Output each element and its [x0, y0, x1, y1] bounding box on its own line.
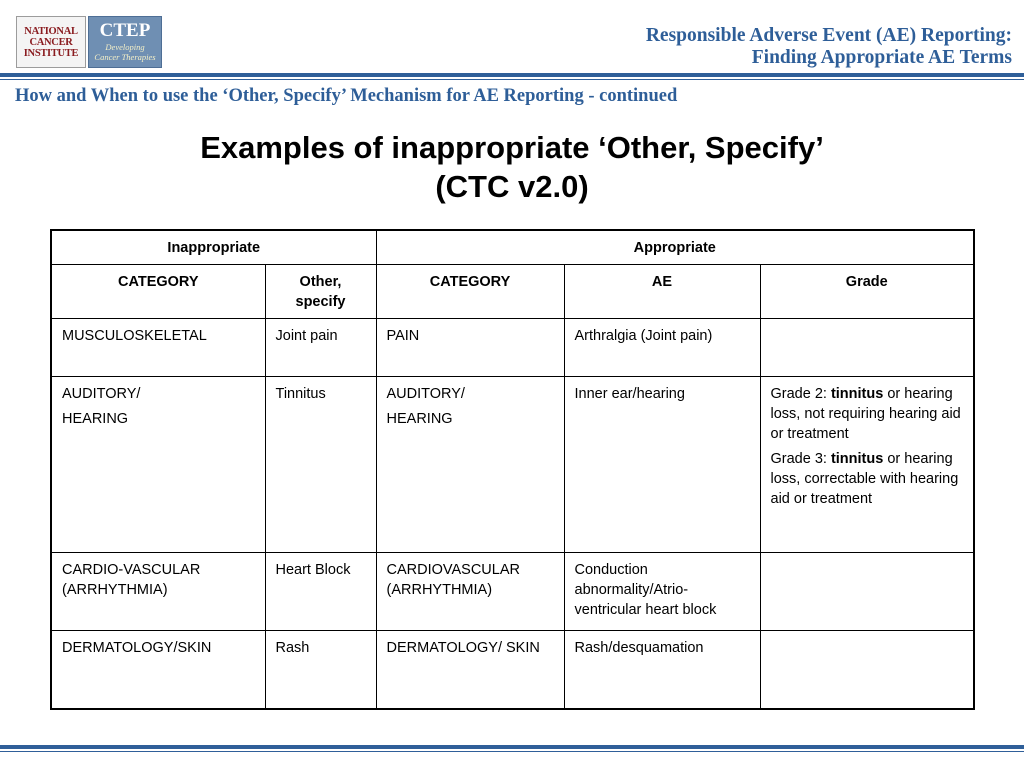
table-row — [51, 377, 974, 553]
table-row — [51, 319, 974, 377]
cell-text: CARDIO-VASCULAR (ARRHYTHMIA) — [62, 562, 201, 598]
nci-logo-line: CANCER — [29, 36, 73, 48]
cell-text: CARDIOVASCULAR (ARRHYTHMIA) — [386, 562, 520, 598]
inappropriate-category-cell — [51, 631, 265, 710]
grade-description — [771, 384, 964, 444]
column-header: AE — [564, 265, 760, 319]
appropriate-group-header: Appropriate — [376, 230, 974, 265]
appropriate-category-cell — [376, 631, 564, 710]
grade-term: tinnitus — [830, 451, 884, 467]
cell-text: AUDITORY/ — [386, 386, 465, 402]
cell-text: HEARING — [386, 411, 453, 427]
cell-text: PAIN — [386, 328, 420, 344]
inappropriate-group-header: Inappropriate — [51, 230, 376, 265]
appropriate-category-cell — [376, 377, 564, 553]
inappropriate-category-cell — [51, 377, 265, 553]
cell-text: AUDITORY/ — [62, 386, 141, 402]
slide-title-line1: Examples of inappropriate ‘Other, Specify’ — [200, 130, 824, 165]
ae-cell: Inner ear/hearing — [564, 377, 760, 553]
table-row — [51, 553, 974, 631]
grade-prefix: Grade 3: — [770, 451, 831, 467]
cell-text: HEARING — [62, 411, 129, 427]
footer-rule — [0, 745, 1024, 749]
header-rule — [0, 73, 1024, 77]
nci-logo — [16, 16, 86, 68]
header-title-line2: Finding Appropriate AE Terms — [751, 47, 1012, 68]
other-specify-cell: Rash — [265, 631, 376, 710]
ae-cell: Arthralgia (Joint pain) — [564, 319, 760, 377]
cell-text: DERMATOLOGY/SKIN — [62, 640, 212, 656]
ae-cell: Rash/desquamation — [564, 631, 760, 710]
nci-logo-line: INSTITUTE — [23, 47, 79, 59]
table-group-header-row — [51, 230, 974, 265]
header-title — [646, 25, 1012, 69]
header-rule-thin — [0, 79, 1024, 80]
column-header: CATEGORY — [376, 265, 564, 319]
inappropriate-category-cell — [51, 553, 265, 631]
other-specify-cell: Heart Block — [265, 553, 376, 631]
grade-cell — [760, 377, 974, 553]
cell-text: DERMATOLOGY/ SKIN — [386, 640, 540, 656]
other-specify-cell: Tinnitus — [265, 377, 376, 553]
slide-title — [0, 128, 1024, 206]
grade-rest: or hearing loss, correctable with hearing aid or treatment — [770, 451, 959, 507]
inappropriate-category-cell — [51, 319, 265, 377]
table-row — [51, 631, 974, 710]
grade-term: tinnitus — [830, 386, 884, 402]
grade-cell — [760, 553, 974, 631]
slide-title-line2: (CTC v2.0) — [435, 169, 589, 204]
grade-cell — [760, 631, 974, 710]
column-header: Other, specify — [265, 265, 376, 319]
slide-subtitle: How and When to use the ‘Other, Specify’ Mechanism for AE Reporting - continued — [15, 86, 678, 106]
appropriate-category-cell — [376, 553, 564, 631]
grade-prefix: Grade 2: — [770, 386, 831, 402]
appropriate-category-cell — [376, 319, 564, 377]
other-specify-cell: Joint pain — [265, 319, 376, 377]
ctep-logo-name: CTEP — [99, 20, 151, 41]
column-header: CATEGORY — [51, 265, 265, 319]
ae-examples-table — [50, 229, 975, 710]
header-title-line1: Responsible Adverse Event (AE) Reporting: — [645, 25, 1012, 46]
grade-description — [771, 449, 964, 509]
column-header: Grade — [760, 265, 974, 319]
cell-text: MUSCULOSKELETAL — [62, 328, 207, 344]
ae-cell: Conduction abnormality/Atrio-ventricular heart block — [564, 553, 760, 631]
ctep-logo — [88, 16, 162, 68]
ctep-logo-tagline: Developing — [105, 42, 145, 52]
footer-rule-thin — [0, 751, 1024, 752]
grade-rest: or hearing loss, not requiring hearing aid or treatment — [770, 386, 961, 442]
nci-logo-line: NATIONAL — [24, 25, 78, 37]
table-column-header-row — [51, 265, 974, 319]
grade-cell — [760, 319, 974, 377]
ctep-logo-tagline: Cancer Therapies — [94, 52, 156, 62]
